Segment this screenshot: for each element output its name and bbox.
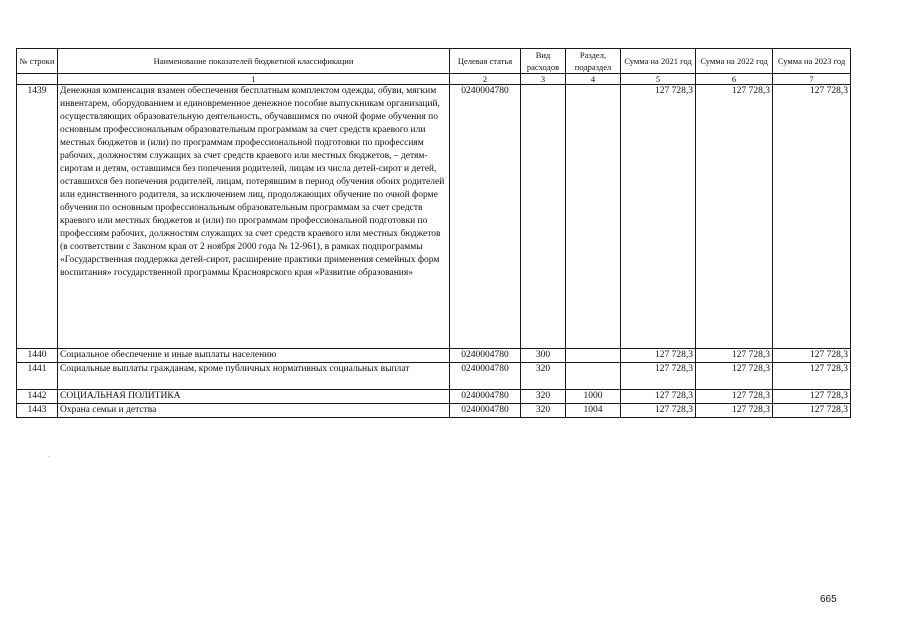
header-cell-sum-2023: Сумма на 2023 год	[773, 49, 851, 74]
header-cell-expense-type: Вид расходов	[521, 49, 566, 74]
column-number	[17, 74, 58, 85]
row-section: 1004	[566, 404, 621, 418]
table-row	[17, 390, 851, 404]
row-expense-type: 320	[521, 390, 566, 404]
column-number: 2	[450, 74, 521, 85]
column-number: 3	[521, 74, 566, 85]
row-sum-2022: 127 728,3	[696, 390, 773, 404]
row-section	[566, 363, 621, 390]
row-sum-2022: 127 728,3	[696, 85, 773, 349]
row-name: Денежная компенсация взамен обеспечения бесплатным комплектом одежды, обуви, мягким инвентарем, оборудованием и единовременное денежное пособие выпускникам организаций, осуществляющих образовательную деятельность, обучавшимся по очной форме обучения по основным профессиональным образовательным программам за счет средств краевого или местных бюджетов и (или) по программам профессиональной подготовки по профессиям рабочих, должностям служащих за счет средств краевого или местных бюджетов, – детям-сиротам и детям, оставшимся без попечения родителей, лицам из числа детей-сирот и детей, оставшихся без попечения родителей, лицам, потерявшим в период обучения обоих родителей или единственного родителя, за исключением лиц, продолжающих обучение по очной форме обучения по основным профессиональным образовательным программам за счет средств краевого или местных бюджетов и (или) по программам профессиональной подготовки по профессиям рабочих, должностям служащих за счет средств краевого или местных бюджетов (в соответствии с Законом края от 2 ноября 2000 года № 12-961), в рамках подпрограммы «Государственная поддержка детей-сирот, расширение практики применения семейных форм воспитания» государственной программы Красноярского края «Развитие образования»	[58, 85, 450, 349]
header-cell-row-number: № строки	[17, 49, 58, 74]
row-number: 1440	[17, 349, 58, 363]
row-expense-type: 300	[521, 349, 566, 363]
header-cell-target-article: Целевая статья	[450, 49, 521, 74]
row-name: Охрана семьи и детства	[58, 404, 450, 418]
row-sum-2021: 127 728,3	[621, 349, 696, 363]
column-number: 1	[58, 74, 450, 85]
row-sum-2023: 127 728,3	[773, 404, 851, 418]
row-section	[566, 349, 621, 363]
row-sum-2022: 127 728,3	[696, 363, 773, 390]
column-number: 4	[566, 74, 621, 85]
budget-table	[16, 48, 851, 418]
row-sum-2023: 127 728,3	[773, 363, 851, 390]
row-number: 1441	[17, 363, 58, 390]
row-target-article: 0240004780	[450, 404, 521, 418]
table-row	[17, 363, 851, 390]
row-expense-type	[521, 85, 566, 349]
header-cell-name: Наименование показателей бюджетной классификации	[58, 49, 450, 74]
row-sum-2023: 127 728,3	[773, 349, 851, 363]
table-row	[17, 404, 851, 418]
row-number: 1442	[17, 390, 58, 404]
table-row	[17, 349, 851, 363]
row-target-article: 0240004780	[450, 390, 521, 404]
header-row	[17, 49, 851, 74]
header-cell-sum-2021: Сумма на 2021 год	[621, 49, 696, 74]
page-number: 665	[820, 594, 837, 605]
row-sum-2021: 127 728,3	[621, 404, 696, 418]
row-target-article: 0240004780	[450, 363, 521, 390]
row-sum-2022: 127 728,3	[696, 349, 773, 363]
row-expense-type: 320	[521, 404, 566, 418]
row-number: 1443	[17, 404, 58, 418]
column-number: 7	[773, 74, 851, 85]
row-section: 1000	[566, 390, 621, 404]
header-cell-sum-2022: Сумма на 2022 год	[696, 49, 773, 74]
column-number: 5	[621, 74, 696, 85]
column-number-row	[17, 74, 851, 85]
scan-speck	[48, 456, 49, 457]
row-number: 1439	[17, 85, 58, 349]
header-cell-section: Раздел, подраздел	[566, 49, 621, 74]
column-number: 6	[696, 74, 773, 85]
row-sum-2023: 127 728,3	[773, 390, 851, 404]
row-name: Социальные выплаты гражданам, кроме публичных нормативных социальных выплат	[58, 363, 450, 390]
row-target-article: 0240004780	[450, 349, 521, 363]
row-name: Социальное обеспечение и иные выплаты населению	[58, 349, 450, 363]
row-sum-2021: 127 728,3	[621, 363, 696, 390]
row-sum-2023: 127 728,3	[773, 85, 851, 349]
table-row	[17, 85, 851, 349]
row-expense-type: 320	[521, 363, 566, 390]
row-section	[566, 85, 621, 349]
row-sum-2021: 127 728,3	[621, 85, 696, 349]
row-target-article: 0240004780	[450, 85, 521, 349]
row-sum-2021: 127 728,3	[621, 390, 696, 404]
row-sum-2022: 127 728,3	[696, 404, 773, 418]
row-name: СОЦИАЛЬНАЯ ПОЛИТИКА	[58, 390, 450, 404]
